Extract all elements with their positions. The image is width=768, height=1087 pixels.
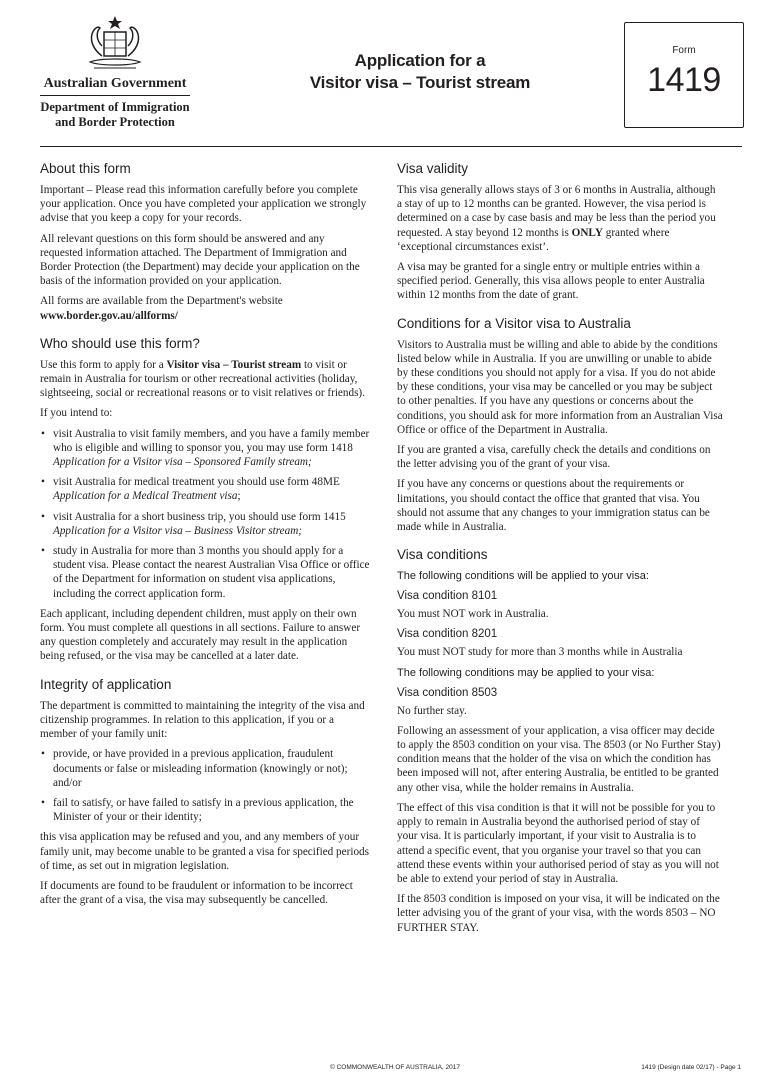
- header-rule: [40, 146, 742, 147]
- who-p1-bold: Visitor visa – Tourist stream: [166, 358, 302, 371]
- about-section: [40, 160, 370, 323]
- about-paragraph-3: [40, 294, 370, 322]
- form-number: 1419: [647, 61, 721, 99]
- forms-url-link[interactable]: www.border.gov.au/allforms/: [40, 309, 178, 322]
- page-header: [0, 0, 768, 140]
- who-list: [40, 427, 370, 601]
- validity-paragraph-1: [397, 183, 723, 254]
- integrity-paragraph-2: this visa application may be refused and you, and any members of your family unit, may become unable to be granted a visa for specified periods of time, as set out in migration legislation.: [40, 831, 369, 872]
- condition-8503-paragraph-1: No further stay.: [397, 704, 467, 717]
- condition-8503-paragraph-3: The effect of this visa condition is that it will not be possible for you to apply to remain in Australia beyond the authorised period of stay of your visa. It is particularly important, if your visit to Australia is to attend a specific event, that you organise your travel so that you can attend these events within your authorised period of stay as you will not be able to extend your period of stay in Australia.: [397, 801, 719, 885]
- validity-p1-pre: This visa generally allows stays of 3 or 6 months in Australia, although a stay of up to 12 months can be granted. However, the visa period is determined on a case by case basis and may be less than the period you requested. A stay beyond 12 months is: [397, 184, 716, 239]
- integrity-list: [40, 747, 370, 824]
- who-b2-em: Application for a Medical Treatment visa: [53, 490, 238, 503]
- header-divider: [40, 95, 190, 96]
- visa-conditions-section: [397, 546, 723, 934]
- condition-8503-paragraph-2: Following an assessment of your application, a visa officer may decide to apply the 8503 condition on your visa. The 8503 (or No Further Stay) condition means that the holder of the visa on which the condition has been imposed will not, after entering Australia, be entitled to be granted any other visa, while the holder remains in Australia.: [397, 724, 721, 794]
- conditions-paragraph-2: If you are granted a visa, carefully check the details and conditions on the letter advising you of the grant of your visa.: [397, 444, 711, 471]
- who-section: [40, 335, 370, 664]
- integrity-paragraph-1: The department is committed to maintaining the integrity of the visa and citizenship programmes. In relation to this application, if you or a member of your family unit:: [40, 699, 365, 741]
- condition-8101-text: You must NOT work in Australia.: [397, 608, 549, 621]
- form-title: [300, 50, 540, 94]
- who-intro: If you intend to:: [40, 407, 113, 420]
- list-item: • study in Australia for more than 3 months you should apply for a student visa. Please contact the nearest Australian Visa Office or office of the Department for information on student visa applications, including the correct application form.: [40, 544, 370, 601]
- list-item: • provide, or have provided in a previous application, fraudulent documents or false or misleading information (knowingly or not); and/or: [40, 747, 370, 790]
- who-b2-pre: visit Australia for medical treatment you should use form 48ME: [53, 476, 340, 489]
- left-column: [40, 160, 370, 919]
- conditions-paragraph-1: Visitors to Australia must be willing and able to abide by the conditions listed below while in Australia. If you are unwilling or unable to abide by these conditions you should not apply for a visa. If you do not abide by these conditions, your visa may be cancelled or you may be subject to other penalties. If you have any questions or concerns about the conditions, you should ask for more information from an Australian Visa Office or office of the Department in Australia.: [397, 338, 723, 436]
- validity-p1-post: granted where ‘exceptional circumstances exist’.: [397, 226, 670, 253]
- integrity-paragraph-3: If documents are found to be fraudulent or information to be incorrect after the grant of a visa, the visa may subsequently be cancelled.: [40, 879, 353, 907]
- about-heading: About this form: [40, 161, 131, 176]
- list-item: [40, 475, 370, 503]
- who-p1-pre: Use this form to apply for a: [40, 358, 167, 371]
- who-b2-post: ;: [237, 490, 241, 503]
- integrity-heading: Integrity of application: [40, 676, 172, 692]
- who-paragraph-end: Each applicant, including dependent children, must apply on their own form. You must complete all questions in all sections. Failure to answer any question completely and accurately may result in the application being refused, or the visa may be cancelled at a later date.: [40, 607, 361, 663]
- who-b1-pre: visit Australia to visit family members, and you have a family member who is eligible and willing to sponsor you, you may use form 1418: [53, 427, 370, 454]
- condition-8201-text: You must NOT study for more than 3 months while in Australia: [397, 646, 683, 659]
- government-name: Australian Government: [43, 76, 187, 91]
- right-column: [397, 160, 723, 947]
- who-b3-em: Application for a Visitor visa – Business Visitor stream;: [53, 524, 303, 537]
- form-title-line2: Visitor visa – Tourist stream: [309, 73, 531, 92]
- visa-conditions-heading: Visa conditions: [397, 547, 488, 563]
- footer-copyright: © COMMONWEALTH OF AUSTRALIA, 2017: [330, 1064, 460, 1071]
- who-p1-post: to visit or remain in Australia for tourism or other recreational activities (holiday, sightseeing, social or recreational reasons or to visit relatives or friends).: [40, 358, 365, 400]
- about-paragraph-1: Important – Please read this information carefully before you complete your application. Once you have completed your application we strongly advise that you keep a copy for your records.: [40, 184, 367, 225]
- footer-page-number: 1419 (Design date 02/17) - Page 1: [641, 1064, 741, 1071]
- coat-of-arms-icon: [80, 14, 150, 74]
- about-paragraph-2: All relevant questions on this form should be answered and any requested information attached. The Department of Immigration and Border Protection (the Department) may decide your application on the basis of the information provided on your application.: [40, 232, 360, 288]
- conditions-heading: Conditions for a Visitor visa to Australia: [397, 315, 631, 331]
- condition-8503-title: Visa condition 8503: [397, 686, 498, 699]
- conditions-section: [397, 315, 723, 535]
- form-label: Form: [672, 45, 696, 56]
- validity-heading: Visa validity: [397, 161, 469, 176]
- condition-8201-title: Visa condition 8201: [397, 628, 498, 641]
- who-heading: Who should use this form?: [40, 335, 200, 351]
- who-paragraph-1: [40, 358, 370, 401]
- about-forms-text: All forms are available from the Department's website: [40, 295, 283, 308]
- condition-8503-paragraph-4: If the 8503 condition is imposed on your visa, it will be indicated on the letter advising you of the grant of your visa, with the words 8503 – NO FURTHER STAY.: [397, 893, 720, 934]
- list-item: [40, 510, 370, 538]
- list-item: [40, 427, 370, 470]
- validity-section: [397, 160, 723, 303]
- condition-8101-title: Visa condition 8101: [397, 590, 498, 603]
- list-item: • fail to satisfy, or have failed to satisfy in a previous application, the Minister of your or their identity;: [40, 796, 370, 824]
- conditions-paragraph-3: If you have any concerns or questions about the requirements or limitations, you should contact the office that granted that visa. You should not assume that any changes to your immigration status can be made while in Australia.: [397, 478, 710, 534]
- form-number-box: [624, 22, 744, 128]
- validity-paragraph-2: A visa may be granted for a single entry or multiple entries within a specified period. Generally, this visa allows people to enter Australia within 12 months from the date of grant.: [397, 261, 705, 302]
- validity-p1-bold: ONLY: [571, 226, 603, 239]
- department-name: Department of Immigration and Border Protection: [40, 100, 190, 129]
- form-title-line1: Application for a: [354, 51, 486, 70]
- who-b3-pre: visit Australia for a short business trip, you should use form 1415: [53, 510, 346, 523]
- may-apply-subheading: The following conditions may be applied to your visa:: [397, 666, 655, 679]
- integrity-section: [40, 676, 370, 908]
- who-b1-em: Application for a Visitor visa – Sponsored Family stream;: [53, 456, 312, 469]
- will-apply-subheading: The following conditions will be applied to your visa:: [397, 570, 649, 583]
